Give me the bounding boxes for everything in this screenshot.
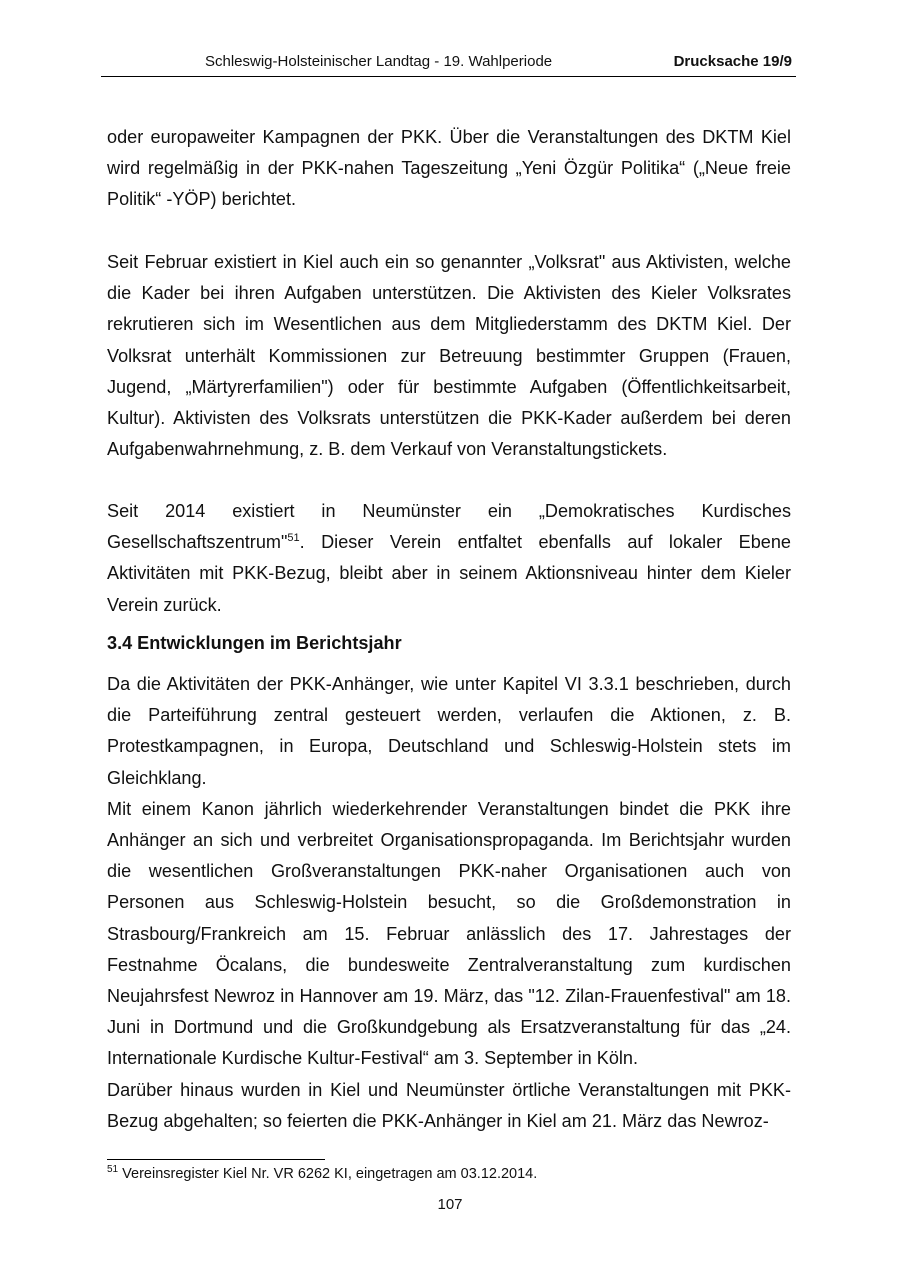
paragraph-text: Seit Februar existiert in Kiel auch ein so genannter „Volksrat" aus Aktivisten, welche die Kader bei ihren Aufgaben unterstützen. Die Aktivisten des Kieler Volksrates rekrutieren sich im Wesentlichen aus dem Mitgliederstamm des DKTM Kiel. Der Volksrat unterhält Kommissionen zur Betreuung bestimmter Gruppen (Frauen, Jugend, „Märtyrerfamilien") oder für bestimmte Aufgaben (Öffentlichkeitsarbeit, Kultur). Aktivisten des Volksrats unterstützen die PKK-Kader außerdem bei deren Aufgabenwahrnehmung, z. B. dem Verkauf von Veranstaltungstickets. bbox=[107, 252, 791, 460]
paragraph-text bbox=[107, 496, 791, 621]
section-body bbox=[107, 669, 791, 1137]
footnote-text: Vereinsregister Kiel Nr. VR 6262 KI, eingetragen am 03.12.2014. bbox=[118, 1166, 538, 1182]
header-drucksache-number: Drucksache 19/9 bbox=[673, 53, 792, 70]
footnote-reference[interactable]: 51 bbox=[287, 532, 300, 545]
page-number: 107 bbox=[437, 1196, 463, 1213]
paragraph-text: Mit einem Kanon jährlich wiederkehrender Veranstaltungen bindet die PKK ihre Anhänger an sich und verbreitet Organisationspropaganda. Im Berichtsjahr wurden die wesentlichen Großveranstaltungen PKK-naher Organisationen auch von Personen aus Schleswig-Holstein besucht, so die Großdemonstration in Strasbourg/Frankreich am 15. Februar anlässlich des 17. Jahrestages der Festnahme Öcalans, die bundesweite Zentralveranstaltung zum kurdischen Neujahrsfest Newroz in Hannover am 19. März, das "12. Zilan-Frauenfestival" am 18. Juni in Dortmund und die Großkundgebung als Ersatzveranstaltung für das „24. Internationale Kurdische Kultur-Festival“ am 3. September in Köln. bbox=[107, 798, 791, 1069]
footnote-number: 51 bbox=[107, 1164, 119, 1175]
header-title: Schleswig-Holsteinischer Landtag - 19. Wahlperiode bbox=[205, 53, 553, 70]
page-header bbox=[101, 50, 796, 77]
paragraph-text: oder europaweiter Kampagnen der PKK. Über die Veranstaltungen des DKTM Kiel wird regelmäßig in der PKK-nahen Tageszeitung „Yeni Özgür Politika“ („Neue freie Politik“ -YÖP) berichtet. bbox=[107, 127, 791, 210]
section-heading: 3.4 Entwicklungen im Berichtsjahr bbox=[107, 633, 402, 653]
paragraph-neumuenster bbox=[107, 496, 791, 621]
paragraph-volksrat bbox=[107, 247, 791, 465]
paragraph-text: Darüber hinaus wurden in Kiel und Neumünster örtliche Veranstaltungen mit PKK-Bezug abgehalten; so feierten die PKK-Anhänger in Kiel am 21. März das Newroz- bbox=[107, 1079, 791, 1131]
footnote-divider bbox=[107, 1159, 325, 1160]
paragraph-campaigns bbox=[107, 122, 791, 216]
footnote bbox=[107, 1164, 537, 1184]
paragraph-text-part: . Dieser Verein entfaltet ebenfalls auf lokaler Ebene Aktivitäten mit PKK-Bezug, bleibt aber in seinem Aktionsniveau hinter dem Kieler Verein zurück. bbox=[107, 532, 791, 615]
paragraph-text: Da die Aktivitäten der PKK-Anhänger, wie unter Kapitel VI 3.3.1 beschrieben, durch die Parteiführung zentral gesteuert werden, verlaufen die Aktionen, z. B. Protestkampagnen, in Europa, Deutschland und Schleswig-Holstein stets im Gleichklang. bbox=[107, 674, 791, 788]
paragraph-text-part: Seit 2014 existiert in Neumünster ein „Demokratisches Kurdisches Gesellschaftszentrum" bbox=[107, 501, 791, 553]
